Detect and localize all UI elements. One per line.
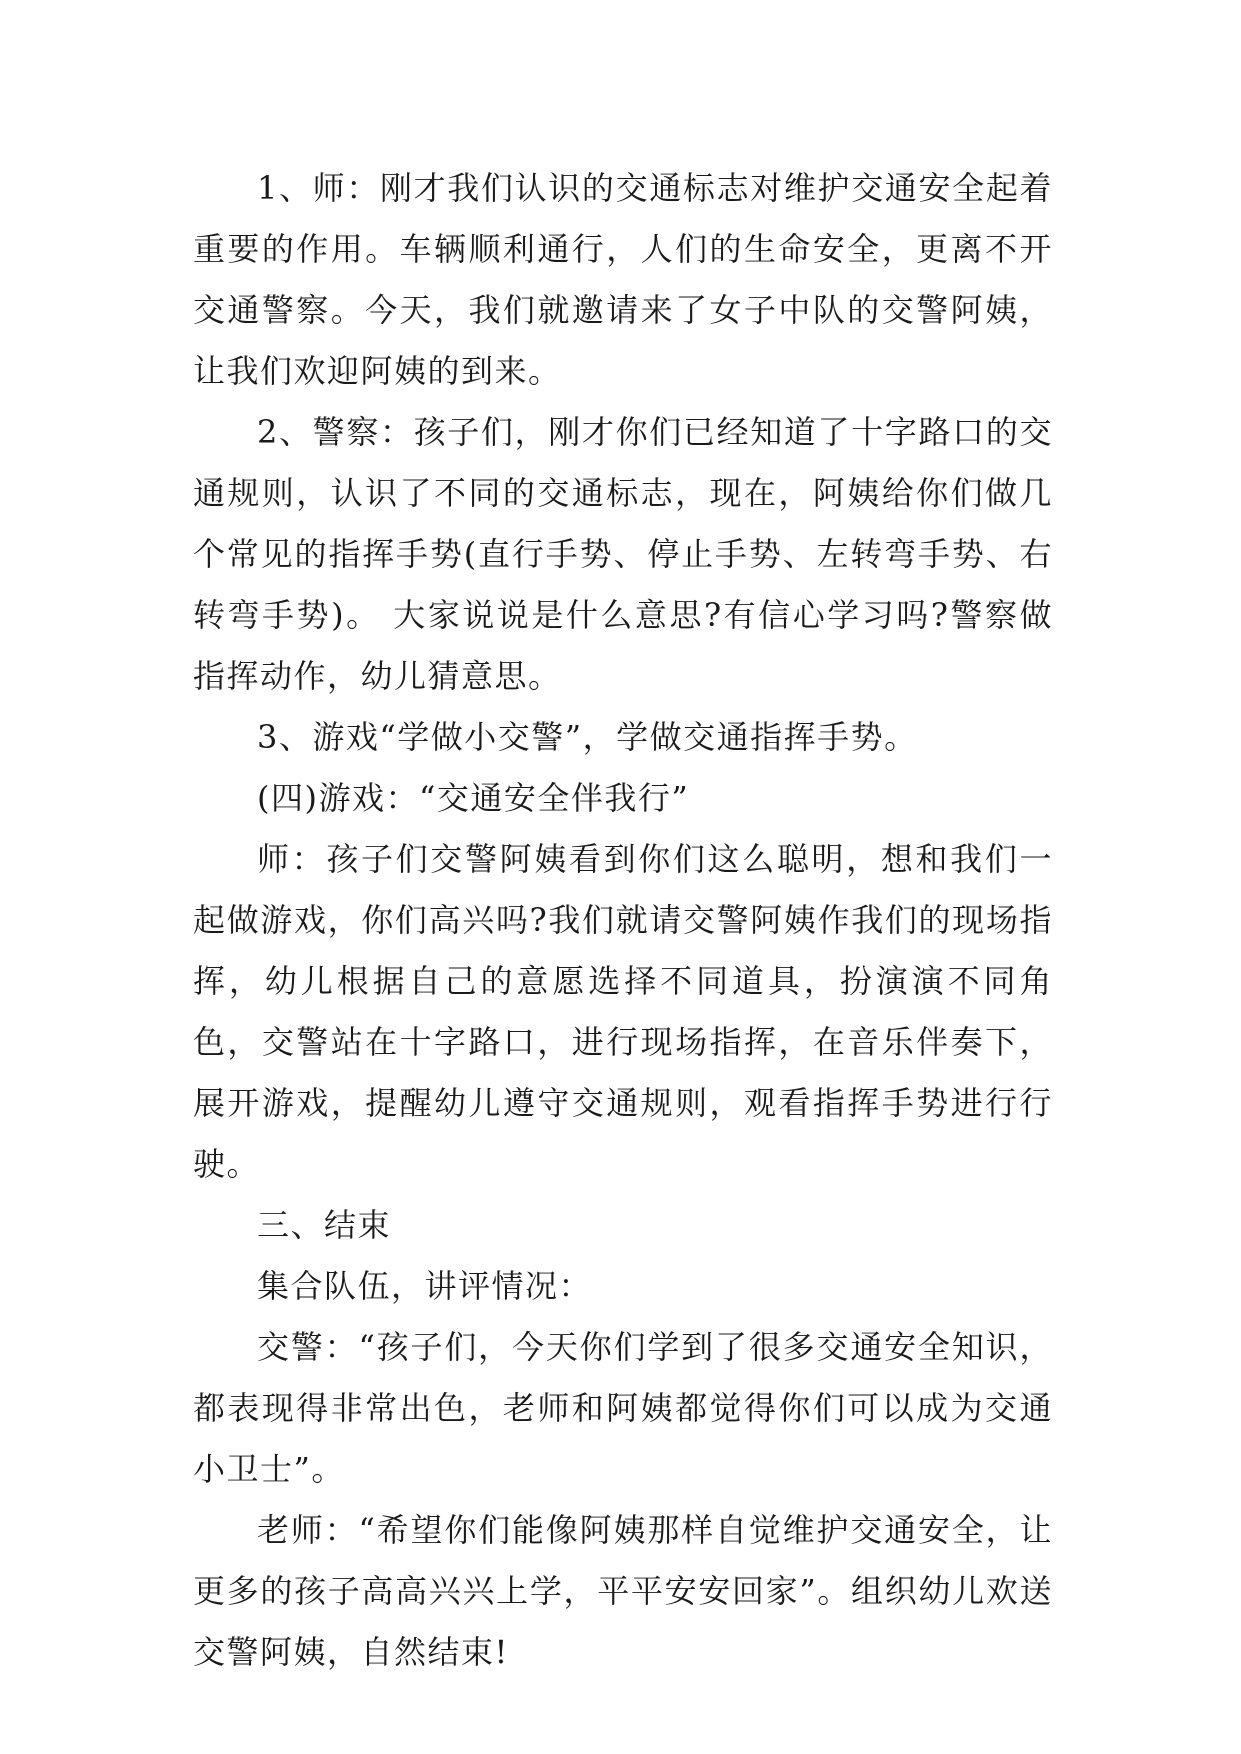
paragraph-game-little-police: 3、游戏“学做小交警”，学做交通指挥手势。 [257, 718, 918, 756]
paragraph-teacher-closing: 老师：“希望你们能像阿姨那样自觉维护交通安全，让更多的孩子高高兴兴上学，平平安安回家”。组织幼儿欢送交警阿姨，自然结束! [193, 1511, 1053, 1671]
paragraph-gather: 集合队伍，讲评情况： [257, 1267, 593, 1305]
section-heading-game: (四)游戏：“交通安全伴我行” [257, 779, 690, 817]
paragraph-game-description: 师：孩子们交警阿姨看到你们这么聪明，想和我们一起做游戏，你们高兴吗?我们就请交警阿姨作我们的现场指挥，幼儿根据自己的意愿选择不同道具，扮演演不同角色，交警站在十字路口，进行现场指挥，在音乐伴奏下，展开游戏，提醒幼儿遵守交通规则，观看指挥手势进行行驶。 [193, 840, 1053, 1183]
section-heading-conclusion: 三、结束 [257, 1206, 392, 1244]
paragraph-police-gestures: 2、警察：孩子们，刚才你们已经知道了十字路口的交通规则，认识了不同的交通标志，现在，阿姨给你们做几个常见的指挥手势(直行手势、停止手势、左转弯手势、右转弯手势)。 大家说说是什么意思?有信心学习吗?警察做指挥动作，幼儿猜意思。 [193, 413, 1053, 695]
paragraph-teacher-intro: 1、师：刚才我们认识的交通标志对维护交通安全起着重要的作用。车辆顺利通行，人们的生命安全，更离不开交通警察。今天，我们就邀请来了女子中队的交警阿姨，让我们欢迎阿姨的到来。 [193, 169, 1053, 390]
document-body [193, 158, 1053, 1683]
paragraph-police-summary: 交警：“孩子们，今天你们学到了很多交通安全知识，都表现得非常出色，老师和阿姨都觉得你们可以成为交通小卫士”。 [193, 1328, 1053, 1488]
